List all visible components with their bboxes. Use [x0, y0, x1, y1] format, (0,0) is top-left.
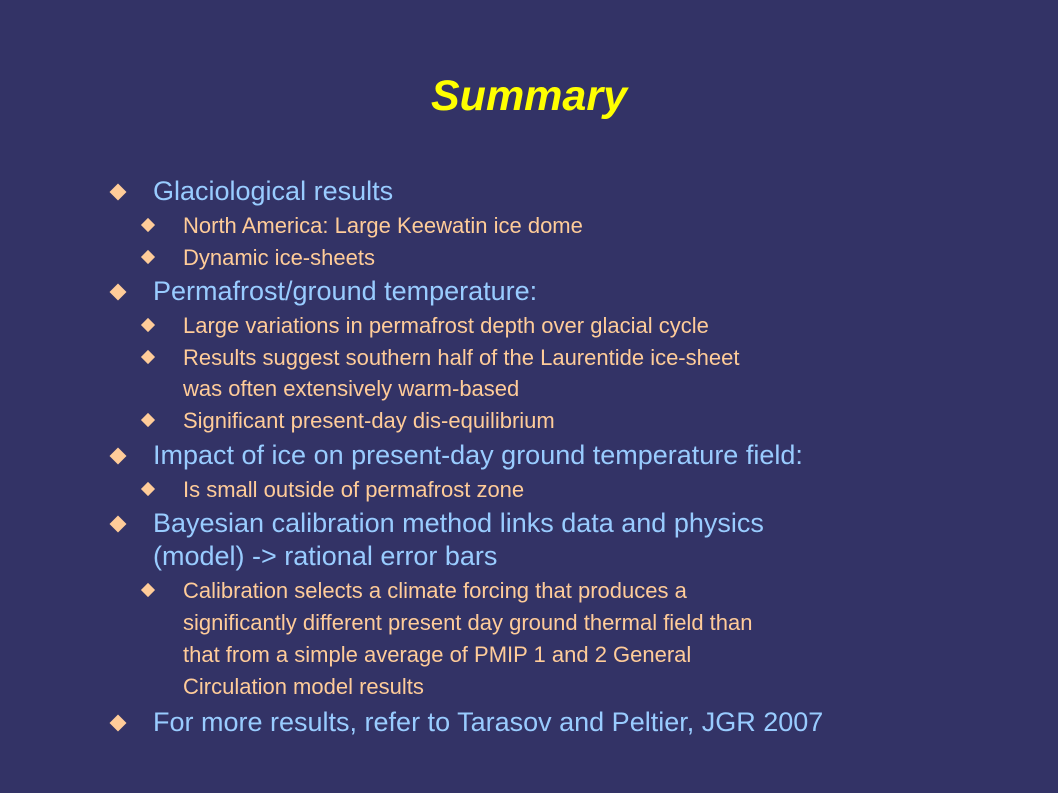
bullet-bayesian: Bayesian calibration method links data and physics: [153, 508, 764, 538]
sub-bullet-results-suggest: Results suggest southern half of the Laurentide ice-sheet: [183, 345, 740, 370]
diamond-bullet-icon: [110, 284, 127, 301]
bullet-permafrost: Permafrost/ground temperature:: [153, 276, 538, 306]
sub-bullet-small-outside: Is small outside of permafrost zone: [183, 477, 525, 502]
sub-bullet-significant: Significant present-day dis-equilibrium: [183, 408, 555, 433]
bullet-more-results: For more results, refer to Tarasov and Peltier, JGR 2007: [153, 707, 824, 737]
sub-bullet-dynamic: Dynamic ice-sheets: [183, 245, 375, 270]
bullet-bayesian-cont: (model) -> rational error bars: [153, 541, 498, 571]
diamond-bullet-icon: [110, 715, 127, 732]
sub-bullet-results-suggest-cont: was often extensively warm-based: [183, 376, 520, 401]
diamond-bullet-icon: [141, 413, 155, 427]
slide-title: Summary: [431, 72, 627, 120]
diamond-bullet-icon: [141, 583, 155, 597]
diamond-bullet-icon: [141, 218, 155, 232]
sub-bullet-calibration: Calibration selects a climate forcing that produces a: [183, 578, 687, 603]
sub-bullet-north-america: North America: Large Keewatin ice dome: [183, 213, 583, 238]
sub-bullet-large-variations: Large variations in permafrost depth over glacial cycle: [183, 313, 709, 338]
diamond-bullet-icon: [110, 448, 127, 465]
diamond-bullet-icon: [110, 184, 127, 201]
sub-bullet-calibration-cont3: Circulation model results: [183, 674, 424, 699]
sub-bullet-calibration-cont1: significantly different present day ground thermal field than: [183, 610, 753, 635]
diamond-bullet-icon: [110, 516, 127, 533]
diamond-bullet-icon: [141, 350, 155, 364]
diamond-bullet-icon: [141, 482, 155, 496]
diamond-bullet-icon: [141, 318, 155, 332]
bullet-glaciological: Glaciological results: [153, 176, 394, 206]
sub-bullet-calibration-cont2: that from a simple average of PMIP 1 and 2 General: [183, 642, 692, 667]
bullet-impact: Impact of ice on present-day ground temperature field:: [153, 440, 803, 470]
diamond-bullet-icon: [141, 250, 155, 264]
